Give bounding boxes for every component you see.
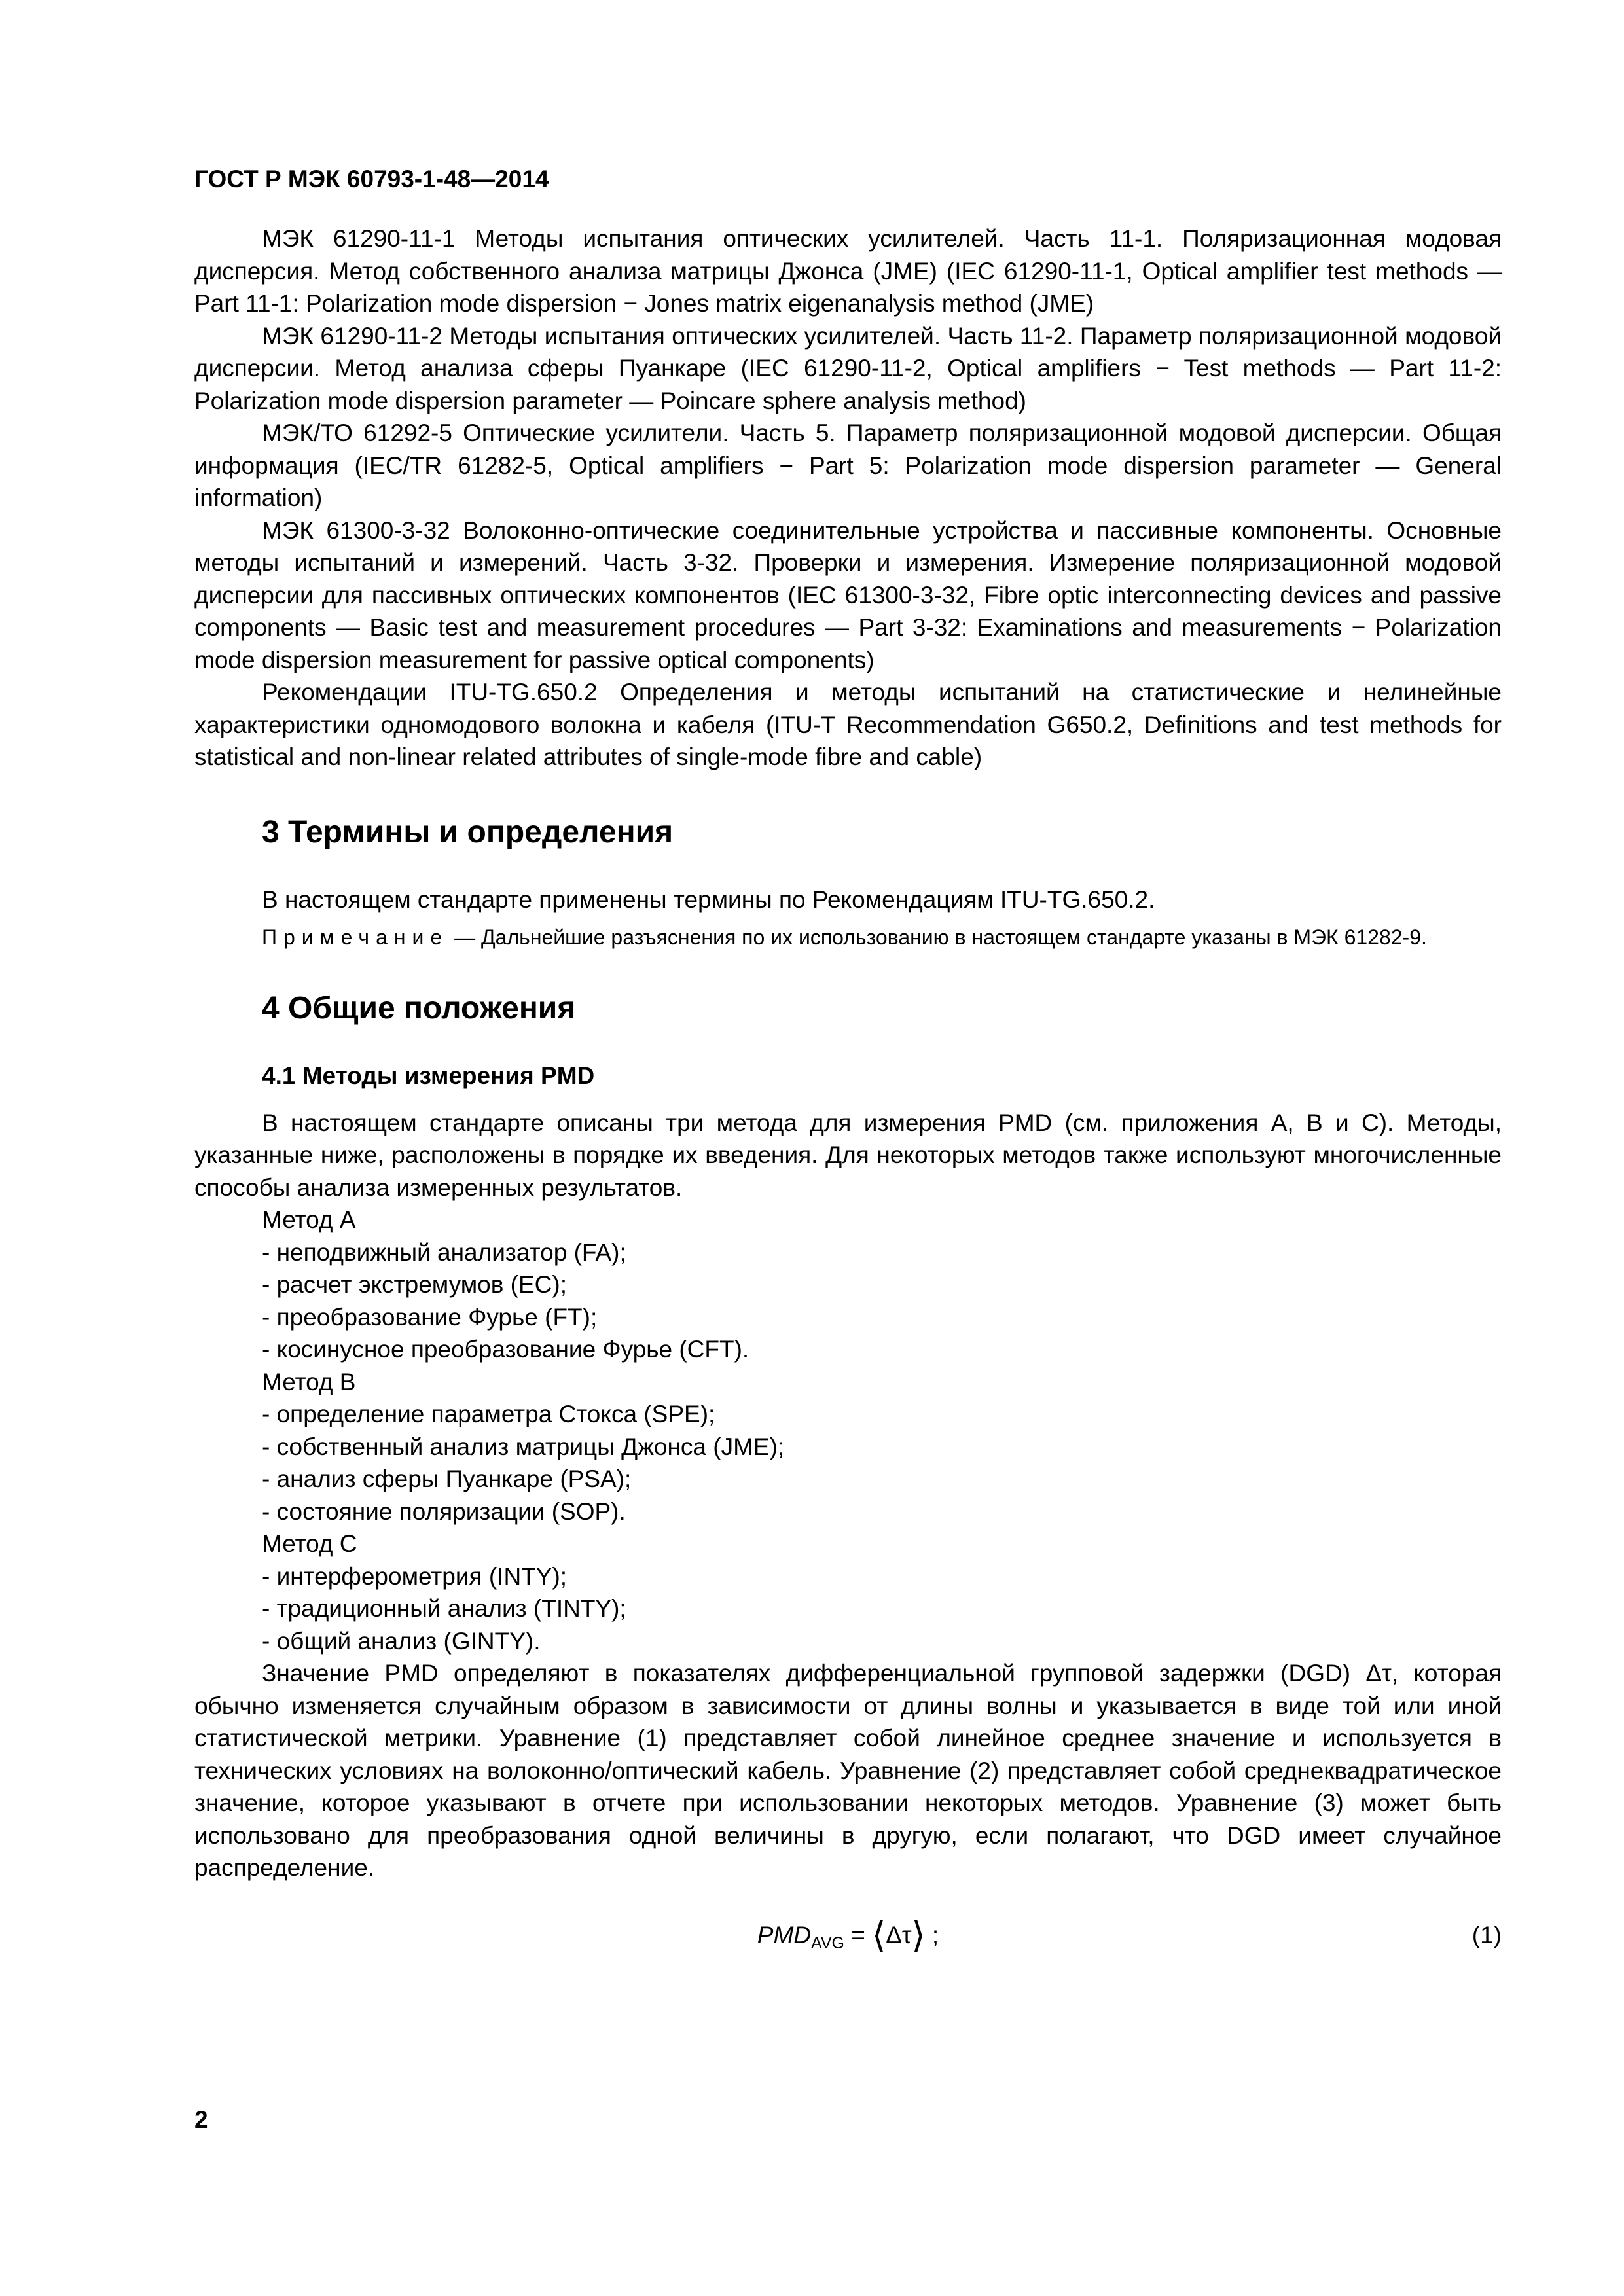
equation-lhs: PMD [757, 1921, 812, 1948]
section-4-1-intro: В настоящем стандарте описаны три метода для измерения PMD (см. приложения А, В и С). Методы, указанные ниже, расположены в порядке их введения. Для некоторых методов также используют многочисленные способы анализа измеренных результатов. [194, 1109, 1502, 1201]
pmd-paragraph: Значение PMD определяют в показателях дифференциальной групповой задержки (DGD) Δτ, которая обычно изменяется случайным образом в зависимости от длины волны и указывается в виде той или иной статистической метрики. Уравнение (1) представляет собой линейное среднее значение и используется в технических условиях на волоконно/оптический кабель. Уравнение (2) представляет собой среднеквадратическое значение, которое указывают в отчете при использовании некоторых методов. Уравнение (3) может быть использовано для преобразования одной величины в другую, если полагают, что DGD имеет случайное распределение. [194, 1660, 1502, 1881]
reference-5: Рекомендации ITU-TG.650.2 Определения и методы испытаний на статистические и нелинейные характеристики одномодового волокна и кабеля (ITU-T Recommendation G650.2, Definitions and test methods for statistical and non-linear related attributes of single-mode fibre and cable) [194, 679, 1502, 770]
section-4-title: 4 Общие положения [262, 991, 576, 1026]
method-a-title: Метод А [262, 1206, 356, 1233]
document-body [194, 223, 1502, 1955]
equation-expression [194, 1916, 1502, 1963]
reference-4: МЭК 61300-3-32 Волоконно-оптические соединительные устройства и пассивные компоненты. Основные методы испытаний и измерений. Часть 3-32. Проверки и измерения. Измерение поляризационной модовой дисперсии для пассивных оптических компонентов (IEC 61300-3-32, Fibre optic interconnecting devices and passive components — Basic test and measurement procedures — Part 3-32: Examinations and measurements − Polarization mode dispersion measurement for passive optical components) [194, 516, 1502, 673]
reference-2: МЭК 61290-11-2 Методы испытания оптических усилителей. Часть 11-2. Параметр поляризационной модовой дисперсии. Метод анализа сферы Пуанкаре (IEC 61290-11-2, Optical amplifiers − Test methods — Part 11-2: Polarization mode dispersion parameter — Poincare sphere analysis method) [194, 322, 1502, 414]
section-3-note [194, 925, 1502, 950]
note-label: Примечание [262, 925, 449, 949]
right-angle-bracket: ⟩ [911, 1914, 926, 1956]
equation-body: Δτ [886, 1921, 912, 1948]
list-item: - преобразование Фурье (FT); [262, 1303, 598, 1331]
list-item: - определение параметра Стокса (SPE); [262, 1401, 715, 1427]
list-item: - неподвижный анализатор (FA); [262, 1238, 626, 1266]
equation-tail: ; [925, 1921, 939, 1948]
reference-1: МЭК 61290-11-1 Методы испытания оптических усилителей. Часть 11-1. Поляризационная модовая дисперсия. Метод собственного анализа матрицы Джонса (JME) (IEC 61290-11-1, Optical amplifier test methods — Part 11-1: Polarization mode dispersion − Jones matrix eigenanalysis method (JME) [194, 225, 1502, 317]
note-text: — Дальнейшие разъяснения по их использованию в настоящем стандарте указаны в МЭК 61282-9. [448, 925, 1427, 949]
list-item: - интерферометрия (INTY); [262, 1562, 568, 1590]
list-item: - состояние поляризации (SOP). [262, 1498, 626, 1525]
list-item: - традиционный анализ (TINTY); [262, 1595, 626, 1622]
left-angle-bracket: ⟨ [872, 1914, 886, 1956]
document-header: ГОСТ Р МЭК 60793-1-48—2014 [194, 166, 549, 192]
section-4-1-title: 4.1 Методы измерения PMD [262, 1062, 595, 1089]
equation-equals: = [844, 1921, 873, 1948]
equation-1 [194, 1916, 1502, 1955]
method-c-title: Метод С [262, 1530, 357, 1557]
reference-3: МЭК/ТО 61292-5 Оптические усилители. Часть 5. Параметр поляризационной модовой дисперсии. Общая информация (IEC/TR 61282-5, Optical amplifiers − Part 5: Polarization mode dispersion parameter — General information) [194, 420, 1502, 511]
method-b-title: Метод В [262, 1368, 356, 1395]
list-item: - общий анализ (GINTY). [262, 1627, 541, 1655]
list-item: - расчет экстремумов (ЕС); [262, 1271, 567, 1298]
section-3-title: 3 Термины и определения [262, 814, 674, 850]
equation-subscript: AVG [811, 1933, 844, 1952]
equation-number: (1) [1471, 1921, 1502, 1948]
section-3-text: В настоящем стандарте применены термины по Рекомендациям ITU-TG.650.2. [262, 886, 1155, 913]
list-item: - собственный анализ матрицы Джонса (JME); [262, 1433, 785, 1460]
page-number: 2 [194, 2106, 208, 2133]
list-item: - анализ сферы Пуанкаре (PSA); [262, 1465, 632, 1492]
list-item: - косинусное преобразование Фурье (CFT). [262, 1336, 749, 1363]
